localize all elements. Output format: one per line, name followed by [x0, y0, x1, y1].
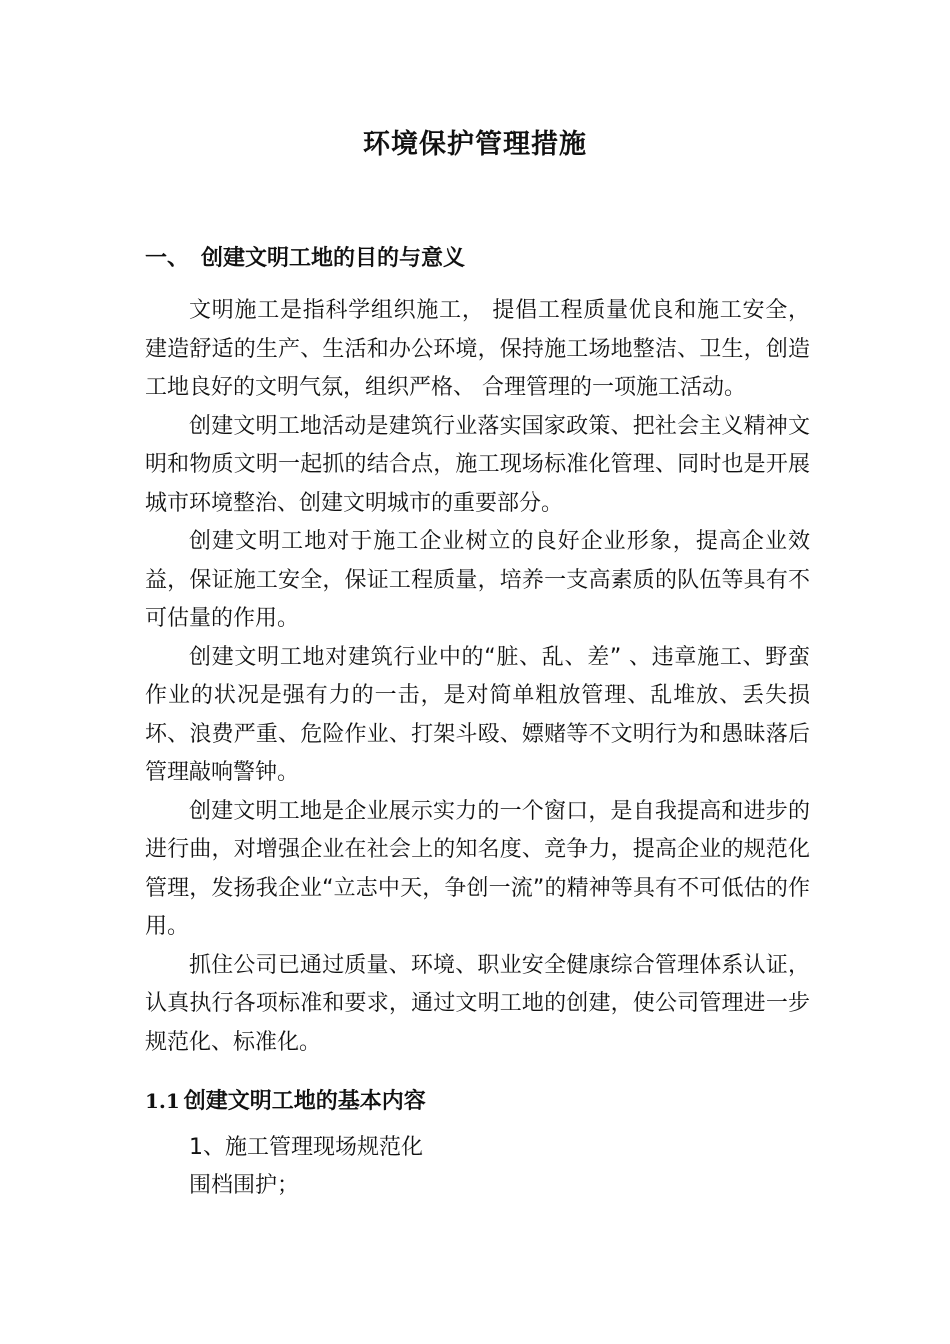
section-body	[145, 292, 810, 1062]
subsection-number: 1.1	[145, 1089, 180, 1113]
subsection-heading	[145, 1083, 426, 1120]
section-title: 创建文明工地的目的与意义	[201, 246, 466, 271]
section-heading	[145, 242, 465, 276]
subsection-title: 创建文明工地的基本内容	[183, 1089, 426, 1114]
paragraph: 创建文明工地是企业展示实力的一个窗口，是自我提高和进步的进行曲，对增强企业在社会上的知名度、竞争力，提高企业的规范化管理，发扬我企业“立志中天，争创一流”的精神等具有不可低估的作用。	[145, 798, 810, 939]
paragraph: 文明施工是指科学组织施工， 提倡工程质量优良和施工安全，建造舒适的生产、生活和办公环境，保持施工场地整洁、卫生，创造工地良好的文明气氛，组织严格、 合理管理的一项施工活动。	[145, 298, 810, 400]
document-title: 环境保护管理措施	[363, 129, 587, 160]
section-number: 一、	[145, 246, 190, 271]
paragraph: 创建文明工地对于施工企业树立的良好企业形象，提高企业效益，保证施工安全，保证工程质量，培养一支高素质的队伍等具有不可估量的作用。	[145, 529, 810, 631]
paragraph: 创建文明工地对建筑行业中的“脏、乱、差” 、违章施工、野蛮作业的状况是强有力的一击，是对简单粗放管理、乱堆放、丢失损坏、浪费严重、危险作业、打架斗殴、嫖赌等不文明行为和愚昧落后管理敲响警钟。	[145, 644, 810, 785]
list-item: 围档围护；	[189, 1173, 300, 1198]
paragraph: 创建文明工地活动是建筑行业落实国家政策、把社会主义精神文明和物质文明一起抓的结合点，施工现场标准化管理、同时也是开展城市环境整治、创建文明城市的重要部分。	[145, 413, 810, 516]
list-item: 1、施工管理现场规范化	[189, 1135, 423, 1160]
paragraph: 抓住公司已通过质量、环境、职业安全健康综合管理体系认证，认真执行各项标准和要求，通过文明工地的创建，使公司管理进一步规范化、标准化。	[145, 952, 810, 1055]
